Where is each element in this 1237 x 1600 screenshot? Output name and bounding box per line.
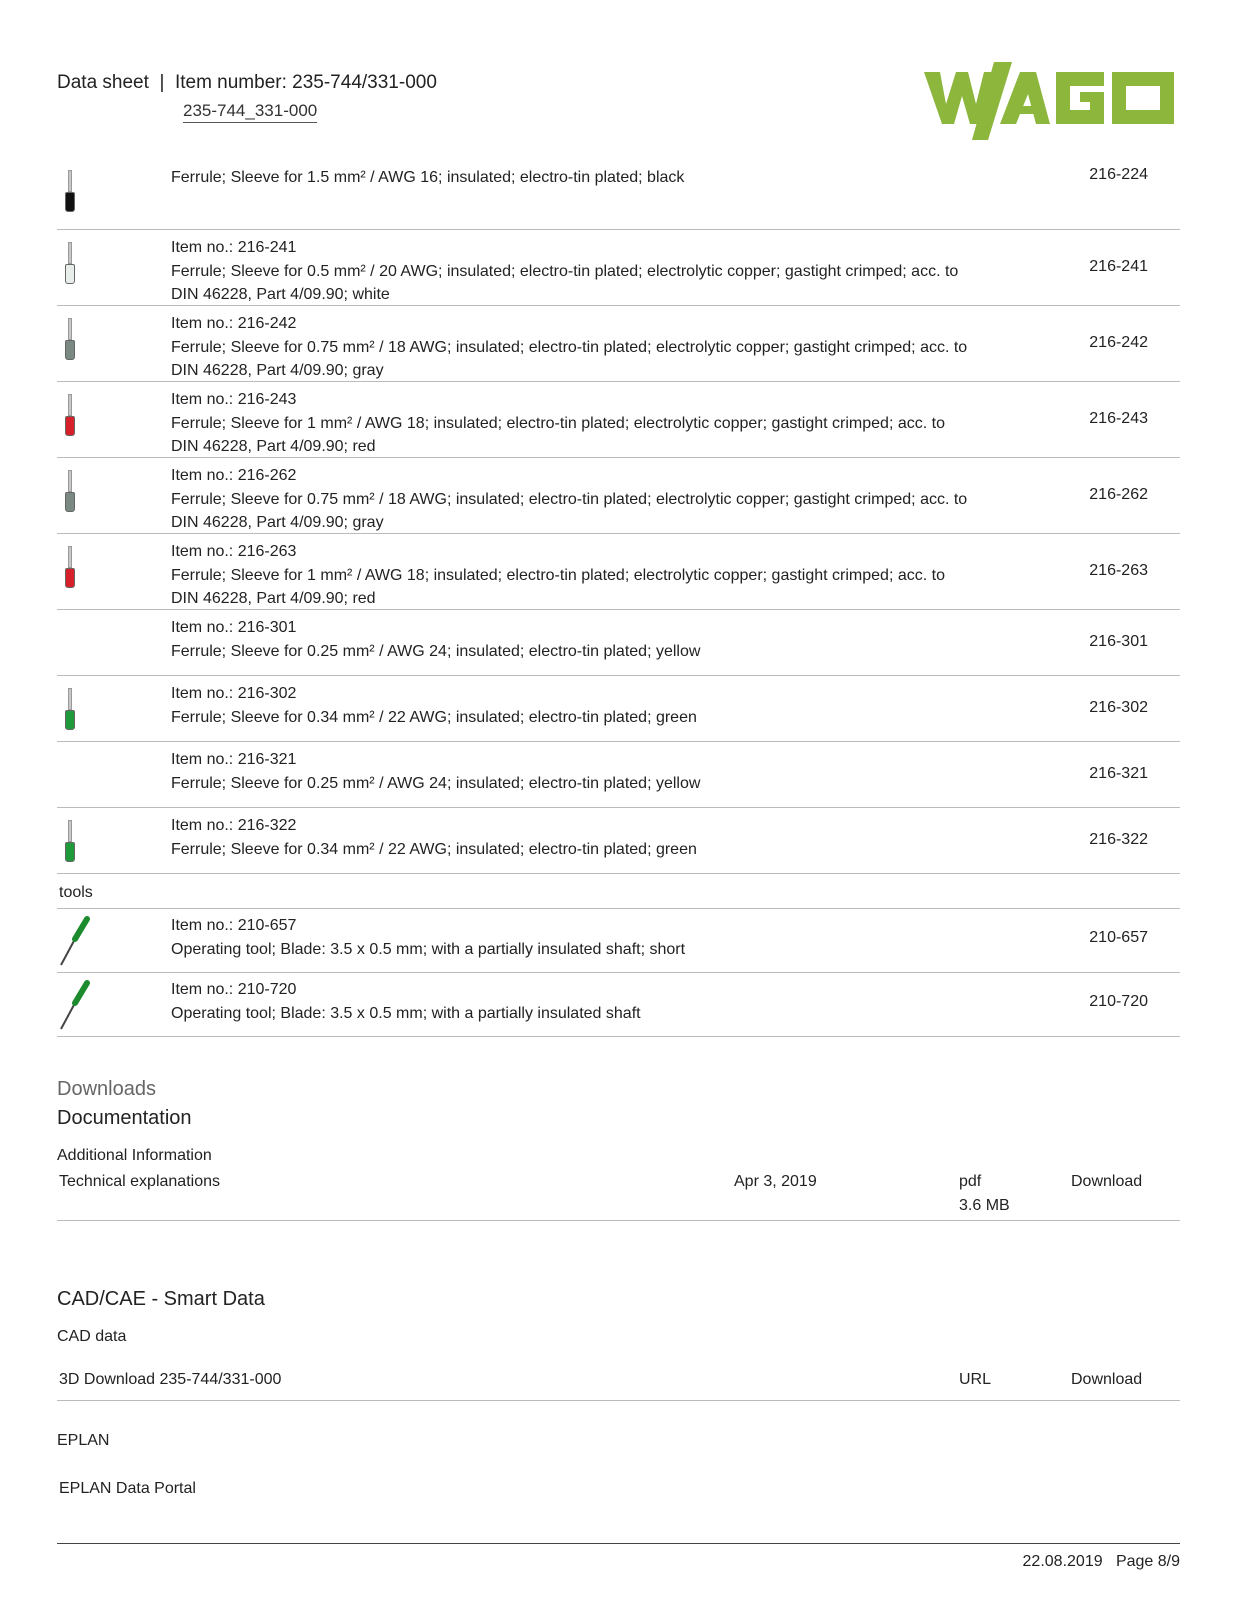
item-text: Ferrule; Sleeve for 0.5 mm² / 20 AWG; insulated; electro-tin plated; electrolytic copper; gastight crimped; acc. to DIN 46228, Part 4/09.90; white: [171, 262, 959, 303]
item-text: Operating tool; Blade: 3.5 x 0.5 mm; with a partially insulated shaft; short: [171, 940, 686, 958]
accessory-row: [57, 808, 1180, 874]
tool-description: [171, 978, 971, 1025]
ferrule-icon: [65, 546, 75, 590]
accessories-table: [57, 158, 1180, 1037]
accessory-description: [171, 748, 971, 795]
cad-data-heading: CAD data: [57, 1328, 127, 1345]
doc-date: Apr 3, 2019: [734, 1173, 817, 1190]
accessory-row: [57, 676, 1180, 742]
accessory-row: [57, 742, 1180, 808]
technical-explanations-row: [57, 1166, 1180, 1221]
accessory-description: [171, 540, 971, 611]
ferrule-icon: [65, 688, 75, 732]
item-text: Ferrule; Sleeve for 1 mm² / AWG 18; insulated; electro-tin plated; electrolytic copper; gastight crimped; acc. to DIN 46228, Part 4/09.90; red: [171, 566, 945, 607]
item-code: 216-263: [1089, 562, 1148, 579]
tools-group-label: tools: [57, 874, 1180, 909]
item-text: Ferrule; Sleeve for 1.5 mm² / AWG 16; insulated; electro-tin plated; black: [171, 169, 685, 186]
item-text: Operating tool; Blade: 3.5 x 0.5 mm; with a partially insulated shaft: [171, 1004, 641, 1022]
item-number: Item no.: 216-263: [171, 543, 297, 560]
cad-type: URL: [959, 1371, 992, 1388]
item-code: 216-243: [1089, 410, 1148, 427]
ferrule-icon: [65, 470, 75, 514]
ferrule-icon: [65, 242, 75, 286]
item-text: Ferrule; Sleeve for 0.34 mm² / 22 AWG; insulated; electro-tin plated; green: [171, 708, 697, 726]
doc-name: Technical explanations: [59, 1173, 220, 1190]
accessory-description: [171, 814, 971, 861]
item-number: Item no.: 216-243: [171, 391, 297, 408]
accessory-description: [171, 464, 971, 535]
item-text: Ferrule; Sleeve for 0.75 mm² / 18 AWG; insulated; electro-tin plated; electrolytic copper; gastight crimped; acc. to DIN 46228, Part 4/09.90; gray: [171, 490, 968, 531]
item-number: Item no.: 216-301: [171, 619, 297, 636]
accessory-description: [171, 388, 971, 459]
cad-download-row: [57, 1364, 1180, 1401]
accessory-description: [171, 616, 971, 663]
footer-page-info: 22.08.2019 Page 8/9: [1022, 1553, 1180, 1570]
item-text: Ferrule; Sleeve for 0.25 mm² / AWG 24; insulated; electro-tin plated; yellow: [171, 642, 701, 660]
item-number: Item no.: 216-262: [171, 467, 297, 484]
accessory-row: [57, 306, 1180, 382]
item-text: Ferrule; Sleeve for 0.34 mm² / 22 AWG; insulated; electro-tin plated; green: [171, 840, 697, 858]
header-subtitle: 235-744_331-000: [183, 101, 317, 123]
accessory-description: [171, 236, 971, 307]
cad-name: 3D Download 235-744/331-000: [59, 1371, 282, 1388]
doc-download-link[interactable]: Download: [1071, 1173, 1143, 1190]
tool-row: [57, 909, 1180, 973]
cad-heading: CAD/CAE - Smart Data: [57, 1288, 265, 1310]
item-code: 216-321: [1089, 765, 1148, 782]
item-code: 216-301: [1089, 633, 1148, 650]
item-number: Item no.: 216-302: [171, 685, 297, 702]
wago-logo: [924, 58, 1182, 142]
additional-info-heading: Additional Information: [57, 1147, 212, 1164]
item-number: Item no.: 216-241: [171, 239, 297, 256]
cad-download-link[interactable]: Download: [1071, 1371, 1143, 1388]
accessory-row: [57, 534, 1180, 610]
ferrule-icon: [65, 820, 75, 864]
item-code: 216-242: [1089, 334, 1148, 351]
item-code: 216-322: [1089, 831, 1148, 848]
screwdriver-icon: [57, 915, 93, 967]
item-code: 210-657: [1089, 929, 1148, 946]
accessory-description: [171, 312, 971, 383]
eplan-portal-link[interactable]: EPLAN Data Portal: [59, 1480, 196, 1497]
item-code: 210-720: [1089, 993, 1148, 1010]
item-number: Item no.: 216-321: [171, 751, 297, 768]
item-text: Ferrule; Sleeve for 0.25 mm² / AWG 24; insulated; electro-tin plated; yellow: [171, 774, 701, 792]
accessory-row: [57, 610, 1180, 676]
tool-row: [57, 973, 1180, 1037]
doc-type: pdf: [959, 1173, 982, 1190]
item-code: 216-224: [1089, 166, 1148, 183]
ferrule-icon: [65, 394, 75, 438]
header-title: Data sheet | Item number: 235-744/331-000: [57, 72, 437, 93]
item-number: Item no.: 210-657: [171, 917, 297, 934]
eplan-heading: EPLAN: [57, 1432, 110, 1449]
item-number: Item no.: 216-242: [171, 315, 297, 332]
accessory-description: [171, 682, 971, 729]
accessory-row: [57, 158, 1180, 230]
documentation-heading: Documentation: [57, 1107, 192, 1129]
screwdriver-icon: [57, 979, 93, 1031]
doc-size: 3.6 MB: [959, 1197, 1010, 1214]
item-number: Item no.: 216-322: [171, 817, 297, 834]
item-number: Item no.: 210-720: [171, 981, 297, 998]
accessory-row: [57, 230, 1180, 306]
ferrule-icon: [65, 170, 75, 214]
tool-description: [171, 914, 971, 961]
accessory-row: [57, 458, 1180, 534]
item-code: 216-262: [1089, 486, 1148, 503]
ferrule-icon: [65, 318, 75, 362]
accessory-description: [171, 166, 971, 190]
footer-divider: [57, 1543, 1180, 1544]
accessory-row: [57, 382, 1180, 458]
item-text: Ferrule; Sleeve for 0.75 mm² / 18 AWG; insulated; electro-tin plated; electrolytic copper; gastight crimped; acc. to DIN 46228, Part 4/09.90; gray: [171, 338, 968, 379]
item-code: 216-241: [1089, 258, 1148, 275]
item-code: 216-302: [1089, 699, 1148, 716]
item-text: Ferrule; Sleeve for 1 mm² / AWG 18; insulated; electro-tin plated; electrolytic copper; gastight crimped; acc. to DIN 46228, Part 4/09.90; red: [171, 414, 945, 455]
downloads-heading: Downloads: [57, 1078, 156, 1100]
